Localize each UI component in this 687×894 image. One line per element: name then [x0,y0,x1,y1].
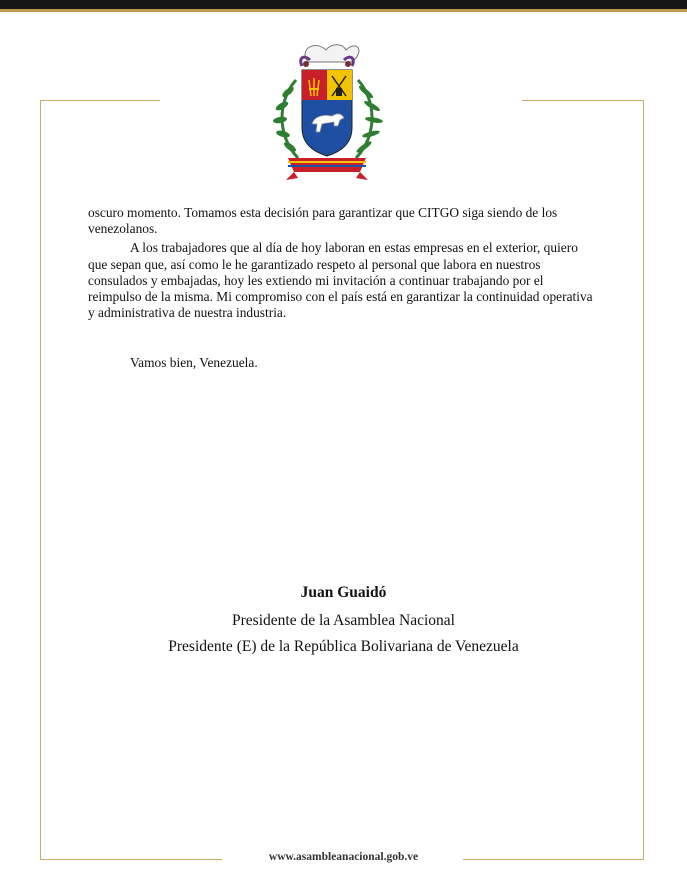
top-gold-stripe [0,9,687,12]
footer-website: www.asambleanacional.gob.ve [268,851,419,863]
closing-line: Vamos bien, Venezuela. [130,355,258,370]
coat-of-arms-icon [268,40,386,188]
body-paragraph-1: oscuro momento. Tomamos esta decisión para garantizar que CITGO siga siendo de los venezolanos. [88,205,558,237]
body-paragraph-2: A los trabajadores que al día de hoy laboran en estas empresas en el exterior, quiero que sepan que, así como le he garantizado respeto al personal que labora en nuestros consulados y embajadas, hoy les extiendo mi invitación a continuar trabajando por el reimpulso de la misma. Mi compromiso con el país está en garantizar la continuidad operativa y administrativa de nuestra industria. [88,240,593,321]
signatory-title-1: Presidente de la Asamblea Nacional [232,612,455,629]
frame-top-right [522,100,644,101]
signatory-title-2: Presidente (E) de la República Bolivariana de Venezuela [168,638,519,655]
letter-body [88,205,594,321]
frame-right [643,100,644,860]
signatory-name: Juan Guaidó [300,584,387,601]
frame-top-left [40,100,160,101]
top-header-band [0,0,687,9]
frame-left [40,100,41,860]
